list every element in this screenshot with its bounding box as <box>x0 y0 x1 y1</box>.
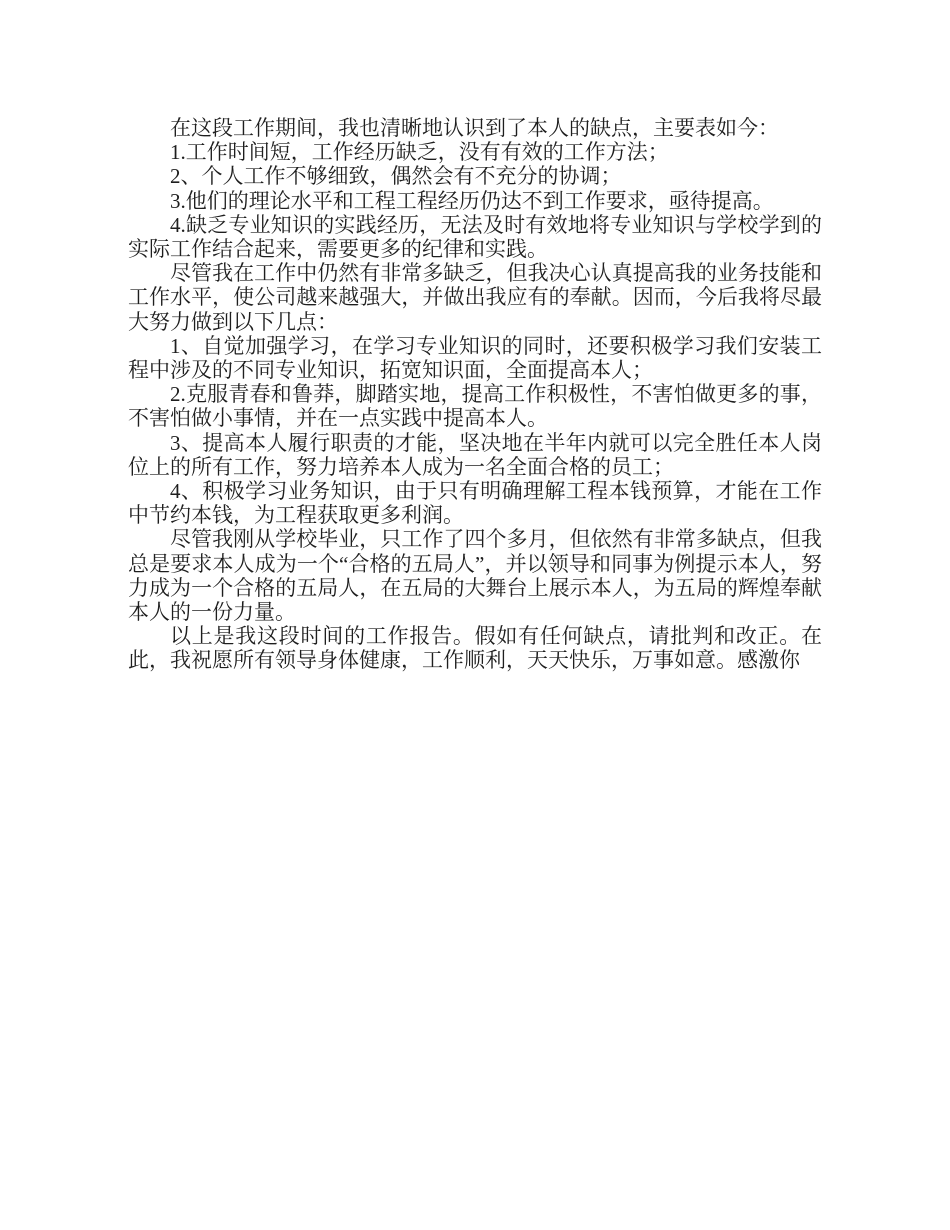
paragraph-plan-2: 2.克服青春和鲁莽，脚踏实地，提高工作积极性，不害怕做更多的事，不害怕做小事情，并在一点实践中提高本人。 <box>128 382 822 431</box>
paragraph-plan-1: 1、自觉加强学习，在学习专业知识的同时，还要积极学习我们安装工程中涉及的不同专业知识，拓宽知识面，全面提高本人； <box>128 333 822 383</box>
paragraph-plan-4: 4、积极学习业务知识，由于只有明确理解工程本钱预算，才能在工作中节约本钱，为工程获取更多利润。 <box>128 479 822 528</box>
paragraph-defect-4: 4.缺乏专业知识的实践经历，无法及时有效地将专业知识与学校学到的实际工作结合起来，需要更多的纪律和实践。 <box>128 212 822 262</box>
paragraph-defect-1: 1.工作时间短，工作经历缺乏，没有有效的工作方法； <box>170 140 669 165</box>
paragraph-intro-defects: 在这段工作期间，我也清晰地认识到了本人的缺点，主要表如今： <box>170 116 779 140</box>
paragraph-defect-2: 2、个人工作不够细致，偶然会有不充分的协调； <box>170 164 622 189</box>
document-text-block <box>128 116 822 673</box>
paragraph-defect-3: 3.他们的理论水平和工程工程经历仍达不到工作要求，亟待提高。 <box>170 188 774 213</box>
paragraph-aspiration: 尽管我刚从学校毕业，只工作了四个多月，但依然有非常多缺点，但我总是要求本人成为一个“合格的五局人”，并以领导和同事为例提示本人，努力成为一个合格的五局人，在五局的大舞台上展示本人，为五局的辉煌奉献本人的一份力量。 <box>128 527 822 625</box>
paragraph-resolve-intro: 尽管我在工作中仍然有非常多缺乏，但我决心认真提高我的业务技能和工作水平，使公司越来越强大，并做出我应有的奉献。因而，今后我将尽最大努力做到以下几点： <box>128 261 822 334</box>
paragraph-plan-3: 3、提高本人履行职责的才能，坚决地在半年内就可以完全胜任本人岗位上的所有工作，努力培养本人成为一名全面合格的员工； <box>128 430 822 479</box>
paragraph-closing: 以上是我这段时间的工作报告。假如有任何缺点，请批判和改正。在此，我祝愿所有领导身体健康，工作顺利，天天快乐，万事如意。感激你 <box>128 624 822 673</box>
